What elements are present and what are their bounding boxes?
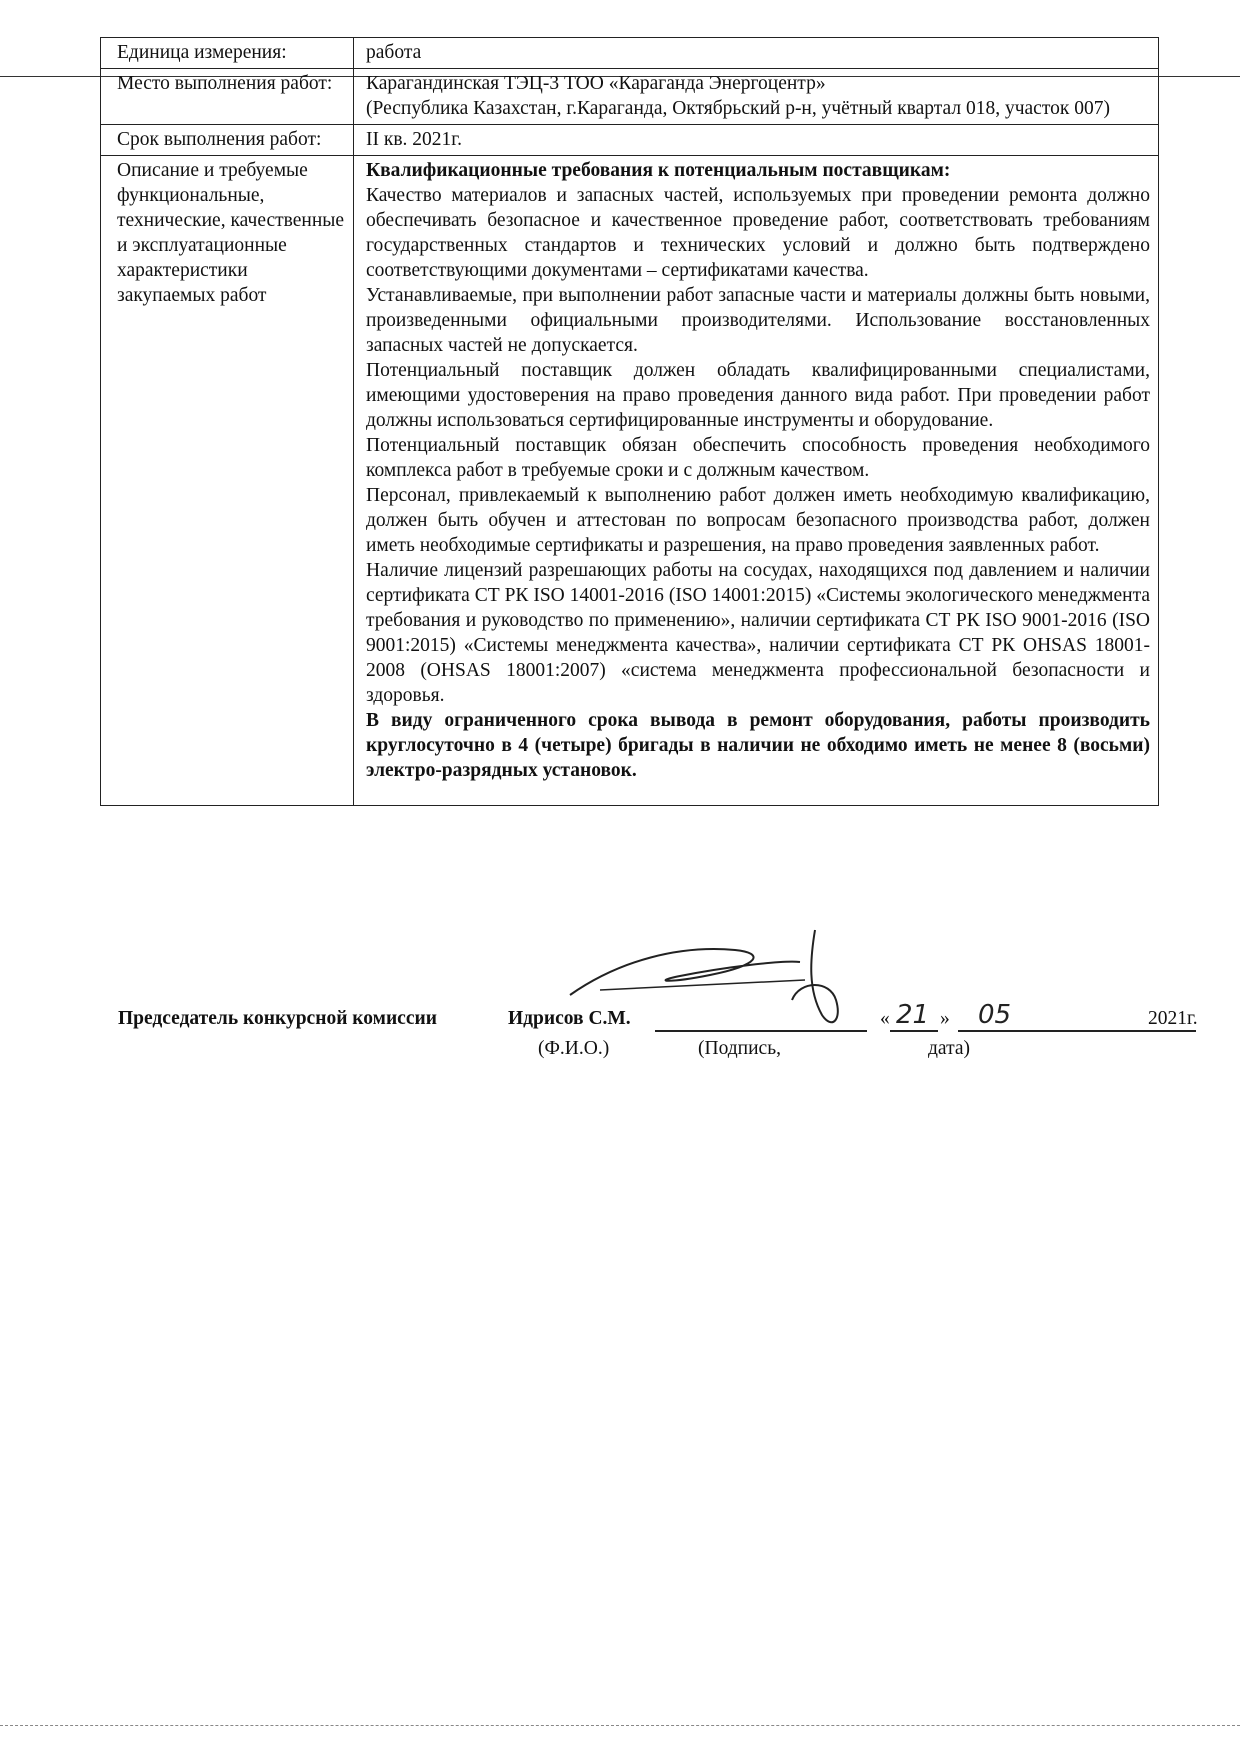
row-value: работа	[354, 38, 1159, 69]
signature-block	[118, 1000, 1198, 1078]
date-underline	[958, 1030, 1196, 1032]
section-heading: Квалификационные требования к потенциальным поставщикам:	[366, 160, 951, 181]
scan-artifact-line	[0, 1725, 1240, 1727]
row-value: II кв. 2021г.	[354, 125, 1159, 156]
row-value	[354, 69, 1159, 125]
row-label: Описание и требуемые функциональные, технические, качественные и эксплуатационные характеристики закупаемых работ	[101, 156, 354, 806]
row-label: Единица измерения:	[101, 38, 354, 69]
paragraph: Потенциальный поставщик обязан обеспечить способность проведения необходимого комплекса работ в требуемые сроки и с должным качеством.	[366, 435, 1150, 481]
signature-underline	[655, 1030, 867, 1032]
row-label: Место выполнения работ:	[101, 69, 354, 125]
paragraph: Наличие лицензий разрешающих работы на сосудах, находящихся под давлением и наличии сертификата СТ РК ISO 14001-2016 (ISO 14001:2015) «Системы экологического менеджмента требования и руководство по применению», наличии сертификата СТ РК ISO 9001-2016 (ISO 9001:2015) «Системы менеджмента качества», наличии сертификата СТ РК OHSAS 18001-2008 (OHSAS 18001:2007) «система менеджмента профессиональной безопасности и здоровья.	[366, 560, 1150, 706]
table-row	[101, 156, 1159, 806]
table-row	[101, 69, 1159, 125]
bold-paragraph: В виду ограниченного срока вывода в ремонт оборудования, работы производить круглосуточно в 4 (четыре) бригады в наличии не обходимо иметь не менее 8 (восьми) электро-разрядных установок.	[366, 710, 1150, 781]
date-month: 05	[978, 1000, 1012, 1030]
date-underline	[890, 1030, 938, 1032]
caption-date: дата)	[928, 1038, 970, 1059]
paragraph: Персонал, привлекаемый к выполнению работ должен иметь необходимую квалификацию, должен быть обучен и аттестован по вопросам безопасного производства работ, должен иметь необходимые сертификаты и разрешения, на право проведения заявленных работ.	[366, 485, 1150, 556]
row-label: Срок выполнения работ:	[101, 125, 354, 156]
table-row	[101, 125, 1159, 156]
date-quote-open: «	[880, 1008, 890, 1029]
location-line: Карагандинская ТЭЦ-3 ТОО «Караганда Энергоцентр»	[366, 73, 826, 94]
location-line: (Республика Казахстан, г.Караганда, Октябрьский р-н, учётный квартал 018, участок 007)	[366, 98, 1110, 119]
row-value	[354, 156, 1159, 806]
paragraph: Устанавливаемые, при выполнении работ запасные части и материалы должны быть новыми, произведенными официальными производителями. Использование восстановленных запасных частей не допускается.	[366, 285, 1150, 356]
paragraph: Потенциальный поставщик должен обладать квалифицированными специалистами, имеющими удостоверения на право проведения данного вида работ. При проведении работ должны использоваться сертифицированные инструменты и оборудование.	[366, 360, 1150, 431]
table-row	[101, 38, 1159, 69]
caption-fio: (Ф.И.О.)	[538, 1038, 610, 1059]
date-year: 2021г.	[1148, 1008, 1198, 1029]
chairman-title: Председатель конкурсной комиссии	[118, 1008, 437, 1029]
chairman-name: Идрисов С.М.	[508, 1008, 631, 1029]
date-quote-close: »	[940, 1008, 950, 1029]
paragraph: Качество материалов и запасных частей, используемых при проведении ремонта должно обеспечивать безопасное и качественное проведение работ, соответствовать требованиям государственных стандартов и технических условий и должно быть подтверждено соответствующими документами – сертификатами качества.	[366, 185, 1150, 281]
specification-table	[100, 37, 1159, 806]
caption-signature: (Подпись,	[698, 1038, 781, 1059]
date-day: 21	[896, 1000, 930, 1030]
